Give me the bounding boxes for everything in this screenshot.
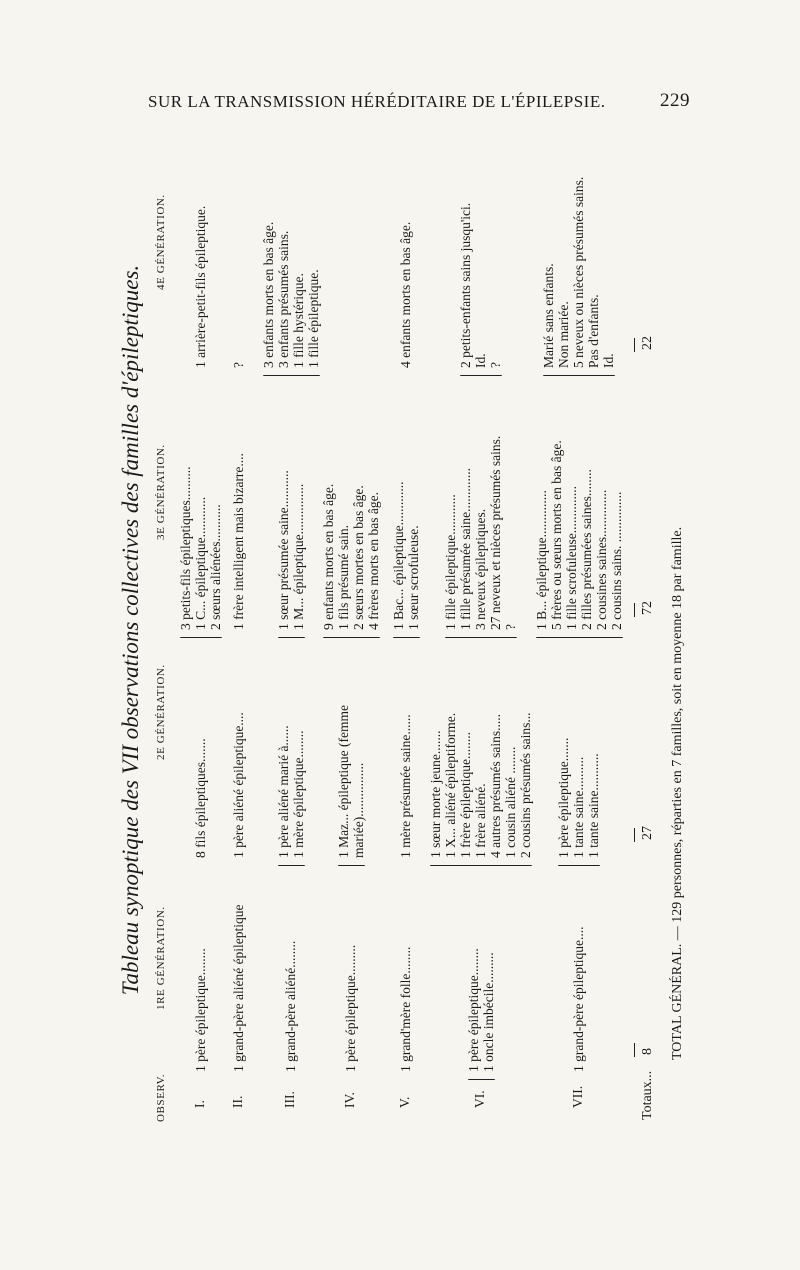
- observation-number: III.: [282, 1091, 297, 1108]
- header-gen3: 3E GÉNÉRATION.: [155, 444, 167, 540]
- g4-entry: Marié sans enfants.: [541, 263, 556, 368]
- observation-number: II.: [230, 1095, 245, 1108]
- g2-entry: 1 père aliéné marié à......: [275, 725, 291, 858]
- g2-entry: 4 autres présumés sains.....: [488, 714, 503, 858]
- total-rule: [634, 603, 635, 617]
- observation-number: VII.: [570, 1085, 585, 1108]
- g1-entry: 1 oncle imbécile.........: [480, 952, 496, 1072]
- g3-entry: 1 fille scrofuleuse..............: [563, 486, 579, 630]
- g2-entry: 1 père aliéné épileptique....: [231, 712, 246, 858]
- g3-entry: 1 sœur scrofuleuse.: [405, 525, 421, 630]
- brace: [543, 375, 615, 376]
- page-number: 229: [660, 90, 690, 111]
- g2-entry: 1 mère épileptique........: [290, 730, 306, 858]
- brace: [263, 375, 320, 376]
- g4-entry: Id.: [473, 353, 488, 368]
- brace: [536, 637, 623, 638]
- g3-entry: 3 neveux épileptiques.: [473, 508, 488, 630]
- g1-entry: 1 grand'mère folle........: [398, 946, 413, 1072]
- g3-entry: 1 C... épileptique............: [193, 496, 208, 630]
- g4-entry: ?: [231, 362, 246, 368]
- g3-entry: 1 fils présumé sain.: [335, 525, 351, 630]
- g1-entry: 1 père épileptique........: [193, 948, 208, 1072]
- total-rule: [634, 1043, 635, 1057]
- g4-entry: 1 fille hystérique.: [290, 273, 306, 368]
- brace: [323, 637, 380, 638]
- g3-entry: 2 sœurs aliénées...........: [208, 504, 223, 630]
- g2-entry: 2 cousins présumés sains...: [518, 712, 533, 858]
- g3-entry: ?: [503, 624, 518, 630]
- observation-number: VI.: [472, 1090, 487, 1108]
- g3-entry: 2 sœurs mortes en bas âge.: [350, 485, 366, 630]
- g3-entry: 4 frères morts en bas âge.: [365, 492, 381, 630]
- synoptic-table: [110, 130, 690, 1130]
- g2-entry: 1 sœur morte jeune.......: [428, 730, 443, 858]
- total-g2: 27: [640, 826, 655, 840]
- g3-entry: 1 B... épileptique..............: [533, 490, 549, 630]
- header-observ: OBSERV.: [155, 1073, 167, 1122]
- g3-entry: 2 filles présumées saines........: [578, 469, 594, 630]
- brace: [558, 865, 600, 866]
- table-caption: Tableau synoptique des VII observations collectives des familles d'épileptiques.: [118, 264, 143, 996]
- brace: [460, 375, 502, 376]
- g4-entry: 1 arrière-petit-fils épileptique.: [193, 205, 208, 368]
- g3-entry: 27 neveux et nièces présumés sains.: [488, 435, 503, 630]
- g2-entry: 1 mère présumée saine......: [398, 714, 413, 858]
- g1-entry: 1 père épileptique.........: [343, 944, 358, 1072]
- g3-entry: 5 frères ou sœurs morts en bas âge.: [548, 440, 564, 630]
- header-gen4: 4E GÉNÉRATION.: [155, 194, 167, 290]
- observation-number: V.: [397, 1096, 412, 1108]
- g1-entry: 1 grand-père aliéné épileptique: [231, 904, 246, 1072]
- g1-entry: 1 grand-père aliéné........: [283, 940, 298, 1072]
- brace: [278, 865, 305, 866]
- running-title: SUR LA TRANSMISSION HÉRÉDITAIRE DE L'ÉPILEPSIE.: [148, 92, 606, 111]
- g2-entry: 1 père épileptique.......: [556, 737, 571, 858]
- g3-entry: 1 sœur présumée saine...........: [275, 470, 291, 630]
- total-label: Totaux...: [640, 1070, 655, 1120]
- g3-entry: 2 cousins sains. ...............: [608, 491, 624, 630]
- g3-entry: 9 enfants morts en bas âge.: [320, 483, 336, 630]
- g4-entry: Id.: [601, 353, 616, 368]
- g1-entry: 1 père épileptique........: [465, 948, 481, 1072]
- g3-entry: 1 Bac... épileptique.............: [390, 481, 406, 630]
- g3-entry: 2 cousines saines..............: [593, 489, 609, 630]
- g2-entry: 1 X... aliéné épileptiforme.: [443, 712, 458, 858]
- g3-entry: 1 frère intelligent mais bizarre....: [231, 453, 246, 630]
- brace: [338, 865, 365, 866]
- brace: [445, 637, 517, 638]
- g2-entry: 1 cousin aliéné ........: [503, 746, 518, 858]
- g4-entry: 2 petits-enfants sains jusqu'ici.: [458, 202, 473, 368]
- total-rule: [634, 338, 635, 352]
- g4-entry: Pas d'enfants.: [586, 294, 601, 368]
- g2-entry: 1 Maz... épileptique (femme: [335, 705, 351, 858]
- total-general: TOTAL GÉNÉRAL. — 129 personnes, réparties en 7 familles, soit en moyenne 18 par famille.: [670, 526, 685, 1060]
- g4-entry: 1 fille épileptique.: [305, 269, 321, 368]
- brace: [278, 637, 305, 638]
- g1-entry: 1 grand-père épileptique....: [571, 926, 586, 1072]
- g2-entry: 1 tante saine...........: [586, 753, 601, 858]
- g2-entry: mariée)................: [350, 762, 366, 858]
- g4-entry: 3 enfants morts en bas âge.: [260, 221, 276, 368]
- g4-entry: 4 enfants morts en bas âge.: [398, 221, 413, 368]
- g2-entry: 8 fils épileptiques.......: [193, 738, 208, 858]
- g4-entry: 3 enfants présumés sains.: [275, 230, 291, 368]
- brace: [180, 637, 222, 638]
- g2-entry: 1 frère épileptique........: [458, 732, 473, 858]
- header-gen1: 1RE GÉNÉRATION.: [155, 906, 167, 1010]
- g3-entry: 1 fille épileptique............: [443, 494, 458, 630]
- g3-entry: 1 M... épileptique...............: [290, 483, 306, 630]
- observation-number: IV.: [342, 1092, 357, 1108]
- total-g1: 8: [640, 1048, 655, 1055]
- observation-number: I.: [192, 1100, 207, 1108]
- g2-entry: 1 frère aliéné.: [473, 783, 488, 858]
- g4-entry: Non mariée.: [556, 301, 571, 368]
- brace: [430, 865, 532, 866]
- g3-entry: 1 fille présumée saine.............: [458, 468, 473, 630]
- g4-entry: ?: [488, 362, 503, 368]
- g2-entry: 1 tante saine..........: [571, 756, 586, 858]
- header-gen2: 2E GÉNÉRATION.: [155, 664, 167, 760]
- g3-entry: 3 petits-fils épileptiques..........: [178, 466, 193, 630]
- brace: [393, 637, 420, 638]
- g4-entry: 5 neveux ou nièces présumés sains.: [571, 176, 586, 368]
- total-g3: 72: [640, 601, 655, 615]
- brace: [468, 1079, 495, 1080]
- total-g4: 22: [640, 336, 655, 350]
- total-rule: [634, 828, 635, 842]
